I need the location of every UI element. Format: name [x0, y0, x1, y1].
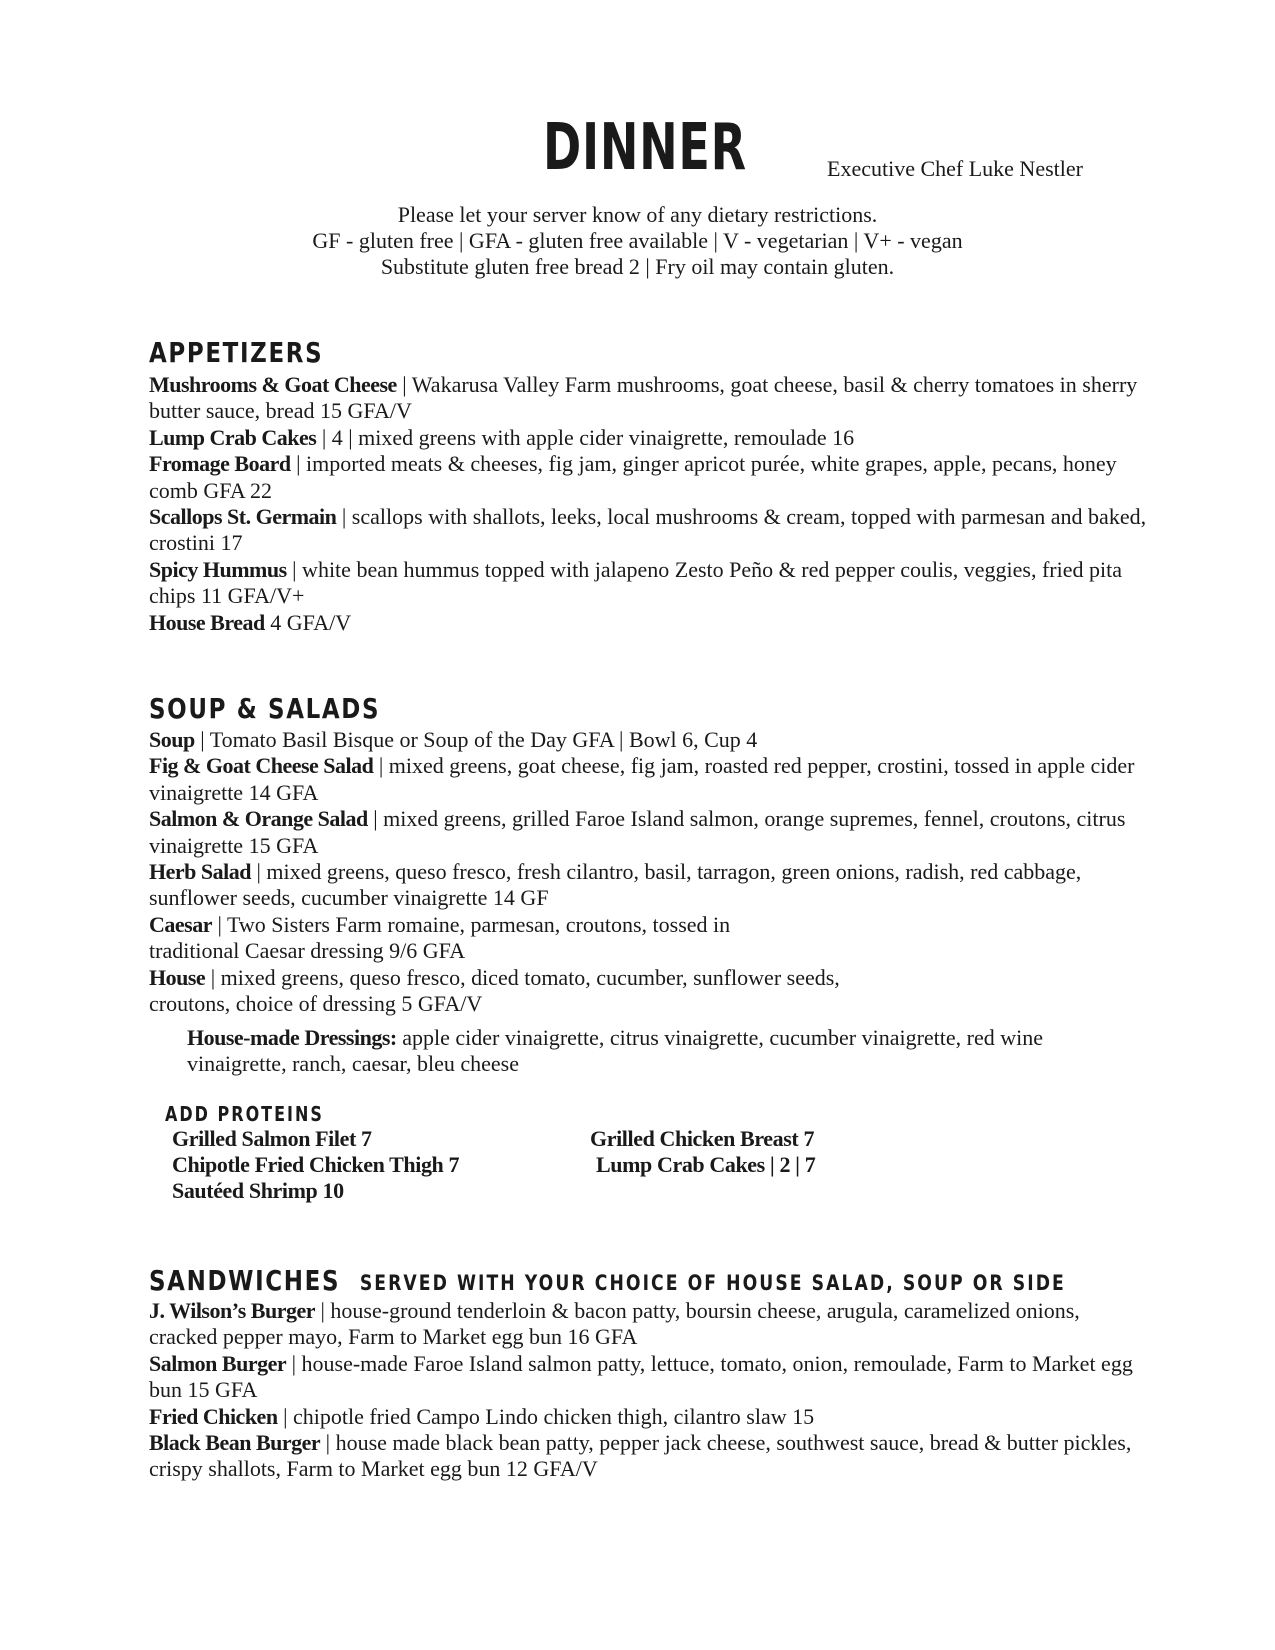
page-title: DINNER — [543, 111, 747, 185]
item-description: | 4 | mixed greens with apple cider vinaigrette, remoulade 16 — [316, 424, 855, 450]
dressings-list: apple cider vinaigrette, citrus vinaigrette, cucumber vinaigrette, red wine vinaigrette, ranch, caesar, bleu cheese — [187, 1025, 1044, 1076]
item-description: | mixed greens, grilled Faroe Island salmon, orange supremes, fennel, croutons, citrus vinaigrette 15 GFA — [149, 806, 1126, 858]
item-name: Black Bean Burger — [149, 1430, 321, 1456]
item-name: Scallops St. Germain — [149, 504, 337, 530]
item-name: Mushrooms & Goat Cheese — [149, 372, 397, 397]
item-name: Caesar — [149, 911, 212, 937]
menu-item — [149, 1298, 1149, 1351]
item-name: J. Wilson’s Burger — [149, 1298, 316, 1323]
chef-credit: Executive Chef Luke Nestler — [827, 156, 1083, 181]
item-name: Fromage Board — [149, 451, 291, 477]
item-name: Soup — [149, 727, 195, 752]
item-name: Fried Chicken — [149, 1403, 278, 1429]
menu-item — [149, 504, 1149, 557]
item-description: | house-made Faroe Island salmon patty, lettuce, tomato, onion, remoulade, Farm to Market egg bun 15 GFA — [149, 1350, 1133, 1403]
section-heading-add-proteins: ADD PROTEINS — [165, 1102, 324, 1126]
dressings-label: House-made Dressings: — [187, 1025, 397, 1050]
menu-item — [149, 425, 1149, 451]
item-description: | mixed greens, queso fresco, diced tomato, cucumber, sunflower seeds, — [205, 964, 840, 990]
menu-item — [149, 610, 1149, 636]
item-description: | imported meats & cheeses, fig jam, ginger apricot purée, white grapes, apple, pecans, honey comb GFA 22 — [149, 451, 1117, 503]
menu-item — [149, 1351, 1149, 1404]
menu-item — [149, 1430, 1149, 1483]
protein-option: Chipotle Fried Chicken Thigh 7 — [172, 1152, 460, 1177]
item-name: Herb Salad — [149, 859, 251, 885]
menu-item — [149, 912, 1149, 965]
item-name: Salmon & Orange Salad — [149, 806, 368, 832]
header — [0, 112, 1275, 192]
dressings-note — [187, 1025, 1087, 1077]
sandwiches-list — [149, 1298, 1149, 1483]
item-name: Spicy Hummus — [149, 556, 287, 582]
menu-item — [149, 557, 1149, 610]
menu-item — [149, 965, 1149, 1018]
protein-option: Grilled Salmon Filet 7 — [172, 1126, 372, 1151]
menu-item — [149, 806, 1149, 859]
item-description: | mixed greens, goat cheese, fig jam, roasted red pepper, crostini, tossed in apple cider vinaigrette 14 GFA — [149, 753, 1135, 805]
item-name: Lump Crab Cakes — [149, 424, 317, 450]
dietary-note: Please let your server know of any dietary restrictions. — [397, 202, 878, 227]
item-description: | house made black bean patty, pepper jack cheese, southwest sauce, bread & butter pickles, crispy shallots, Farm to Market egg bun 12 GFA/V — [149, 1430, 1132, 1482]
item-name: House — [149, 964, 206, 990]
section-heading-sandwiches — [149, 1264, 1066, 1297]
sandwiches-title: SANDWICHES — [149, 1264, 341, 1297]
item-name: Fig & Goat Cheese Salad — [149, 753, 374, 779]
soup-salads-list — [149, 727, 1149, 1017]
menu-item — [149, 1404, 1149, 1430]
item-description: | Tomato Basil Bisque or Soup of the Day GFA | Bowl 6, Cup 4 — [194, 727, 758, 752]
menu-item — [149, 372, 1149, 425]
item-description: 4 GFA/V — [264, 609, 352, 635]
protein-option: Grilled Chicken Breast 7 — [590, 1126, 815, 1151]
protein-option: Sautéed Shrimp 10 — [172, 1178, 344, 1203]
menu-item — [149, 753, 1149, 806]
dietary-legend: GF - gluten free | GFA - gluten free available | V - vegetarian | V+ - vegan — [312, 228, 963, 253]
item-description: | Wakarusa Valley Farm mushrooms, goat cheese, basil & cherry tomatoes in sherry butter sauce, bread 15 GFA/V — [149, 372, 1138, 424]
menu-item — [149, 451, 1149, 504]
item-name: House Bread — [149, 609, 265, 635]
menu-item — [149, 859, 1149, 912]
sandwiches-subtitle: SERVED WITH YOUR CHOICE OF HOUSE SALAD, SOUP OR SIDE — [359, 1271, 1066, 1295]
gluten-note: Substitute gluten free bread 2 | Fry oil may contain gluten. — [380, 254, 895, 279]
item-description: | white bean hummus topped with jalapeno Zesto Peño & red pepper coulis, veggies, fried pita chips 11 GFA/V+ — [149, 556, 1122, 609]
item-description: | mixed greens, queso fresco, fresh cilantro, basil, tarragon, green onions, radish, red cabbage, sunflower seeds, cucumber vinaigrette 14 GF — [149, 859, 1082, 911]
item-description: | house-ground tenderloin & bacon patty, boursin cheese, arugula, caramelized onions, cracked pepper mayo, Farm to Market egg bun 16 GFA — [149, 1298, 1080, 1350]
menu-item — [149, 727, 1149, 753]
item-description: | scallops with shallots, leeks, local mushrooms & cream, topped with parmesan and baked, crostini 17 — [149, 504, 1147, 556]
item-description-continued: traditional Caesar dressing 9/6 GFA — [149, 938, 466, 964]
protein-option: Lump Crab Cakes | 2 | 7 — [596, 1152, 816, 1177]
section-heading-appetizers: APPETIZERS — [149, 336, 324, 369]
appetizers-list — [149, 372, 1149, 636]
item-description: | Two Sisters Farm romaine, parmesan, croutons, tossed in — [211, 911, 731, 937]
item-name: Salmon Burger — [149, 1350, 287, 1376]
item-description: | chipotle fried Campo Lindo chicken thigh, cilantro slaw 15 — [277, 1403, 815, 1429]
dietary-notes — [0, 202, 1275, 280]
section-heading-soup-salads: SOUP & SALADS — [149, 692, 381, 725]
item-description-continued: croutons, choice of dressing 5 GFA/V — [149, 991, 483, 1017]
